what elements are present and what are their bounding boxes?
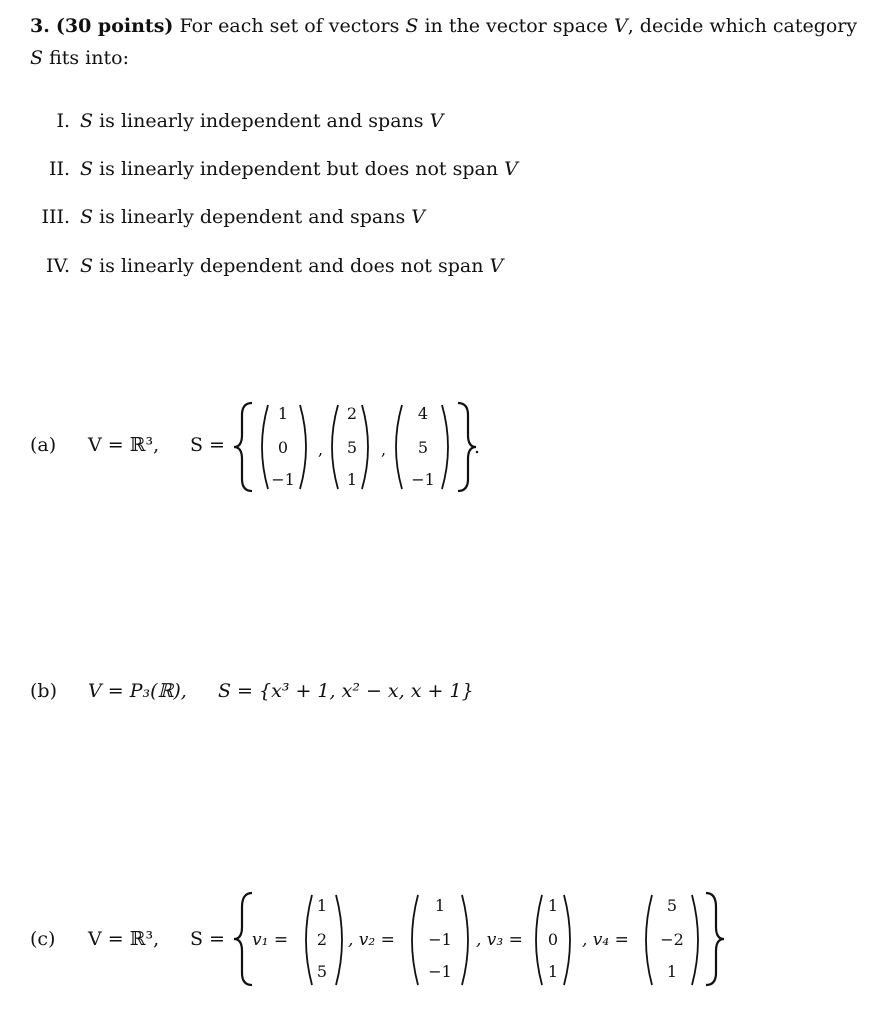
category-symbol-v: V — [504, 158, 518, 180]
prompt-text-4: fits into: — [49, 47, 129, 69]
category-symbol-s: S — [80, 110, 94, 132]
part-a-v2-entry-1: 2 — [346, 404, 358, 423]
part-c-v2-entry-3: −1 — [428, 962, 452, 981]
category-roman: III. — [41, 206, 70, 228]
part-b-label: (b) — [30, 680, 57, 702]
category-4 — [0, 255, 503, 277]
part-a-set-prefix: S = — [190, 434, 225, 456]
part-a-separator-2: , — [381, 440, 387, 459]
category-symbol-s: S — [80, 255, 94, 277]
part-c-v4-entry-1: 5 — [666, 896, 678, 915]
part-a-v3-entry-3: −1 — [411, 470, 435, 489]
part-c-name-v1: v₁ = — [252, 930, 289, 950]
prompt-symbol-v: V — [613, 15, 628, 37]
prompt-symbol-s-2: S — [30, 47, 44, 69]
question-prompt — [30, 10, 875, 74]
part-b-space: V = P₃(ℝ), — [88, 680, 187, 702]
category-symbol-s: S — [80, 206, 94, 228]
part-c-v3-entry-2: 0 — [547, 930, 559, 949]
category-text: is linearly dependent and does not span — [99, 255, 484, 277]
category-3 — [0, 206, 425, 228]
category-symbol-s: S — [80, 158, 94, 180]
part-a-v1-entry-2: 0 — [277, 438, 289, 457]
prompt-text-1: For each set of vectors — [179, 15, 400, 37]
part-c-v1-entry-3: 5 — [316, 962, 328, 981]
part-c-v2-entry-2: −1 — [428, 930, 452, 949]
category-symbol-v: V — [429, 110, 444, 132]
question-points: (30 points) — [55, 15, 174, 37]
part-b-set: S = {x³ + 1, x² − x, x + 1} — [218, 680, 474, 702]
part-c-v3-entry-3: 1 — [547, 962, 559, 981]
prompt-text-3: , decide which category — [627, 15, 858, 37]
part-c-label: (c) — [30, 928, 56, 950]
part-c-v1-entry-2: 2 — [316, 930, 328, 949]
part-a-v3-entry-2: 5 — [417, 438, 429, 457]
prompt-symbol-s: S — [405, 15, 419, 37]
category-roman: I. — [56, 110, 70, 132]
part-c-v3-entry-1: 1 — [547, 896, 559, 915]
category-2 — [0, 158, 518, 180]
part-a-separator-1: , — [318, 440, 324, 459]
part-a-space: V = ℝ³, — [88, 434, 160, 456]
category-1 — [0, 110, 443, 132]
category-roman: IV. — [46, 255, 70, 277]
part-c-name-v4: , v₄ = — [582, 930, 629, 950]
part-a-label: (a) — [30, 434, 57, 456]
part-c-v2-entry-1: 1 — [434, 896, 446, 915]
part-c-space: V = ℝ³, — [88, 928, 160, 950]
part-a-v3-entry-1: 4 — [417, 404, 429, 423]
category-text: is linearly independent but does not span — [99, 158, 499, 180]
part-a-v1-entry-3: −1 — [271, 470, 295, 489]
category-symbol-v: V — [411, 206, 425, 228]
category-text: is linearly independent and spans — [99, 110, 424, 132]
part-c-v1-entry-1: 1 — [316, 896, 328, 915]
category-symbol-v: V — [489, 255, 504, 277]
part-a-v2-entry-3: 1 — [346, 470, 358, 489]
prompt-text-2: in the vector space — [424, 15, 608, 37]
part-c-v4-entry-2: −2 — [660, 930, 684, 949]
category-roman: II. — [48, 158, 70, 180]
part-c-set-prefix: S = — [190, 928, 225, 950]
part-a-v2-entry-2: 5 — [346, 438, 358, 457]
part-c-name-v3: , v₃ = — [476, 930, 523, 950]
part-a-end: . — [474, 436, 481, 458]
part-a-v1-entry-1: 1 — [277, 404, 289, 423]
category-text: is linearly dependent and spans — [99, 206, 406, 228]
part-c-name-v2: , v₂ = — [348, 930, 395, 950]
question-number: 3. — [30, 15, 50, 37]
part-c-v4-entry-3: 1 — [666, 962, 678, 981]
